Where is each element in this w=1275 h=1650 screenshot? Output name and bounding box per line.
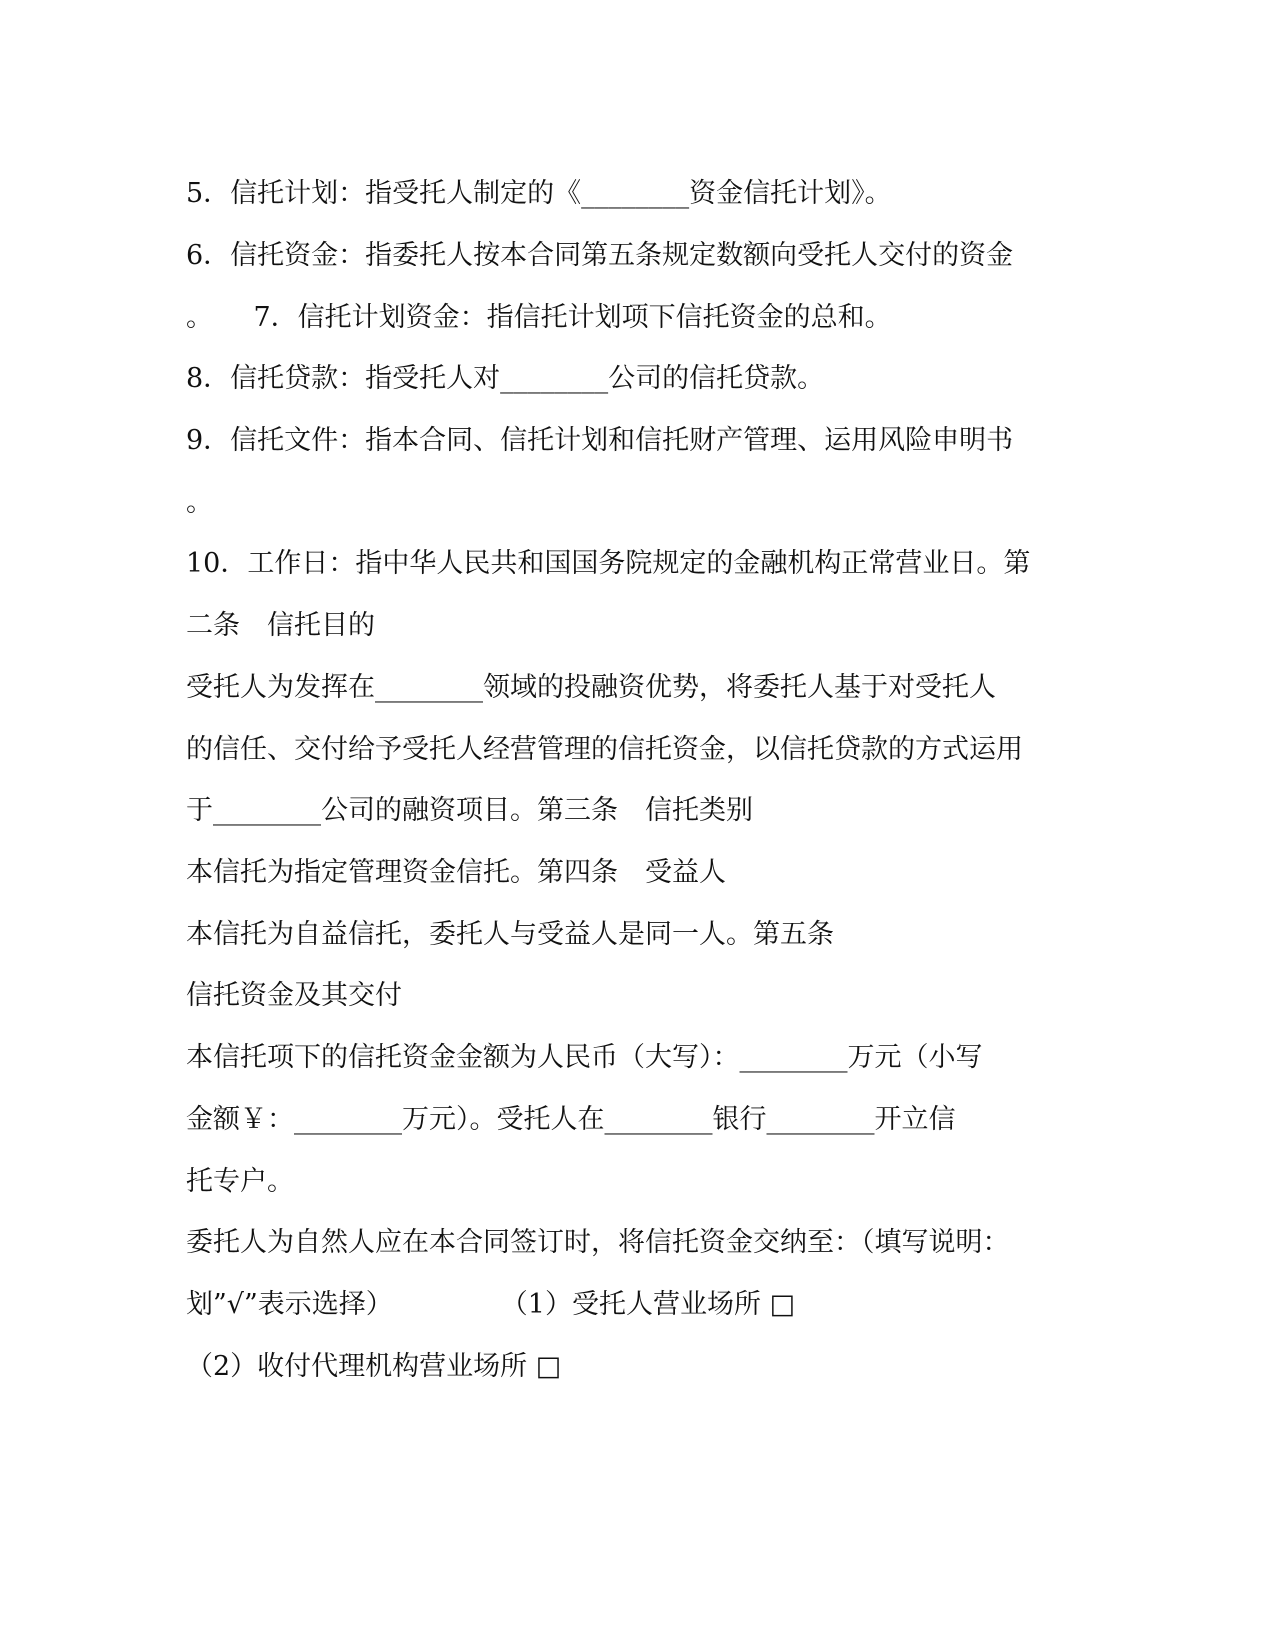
text-line: 托专户。 (186, 1166, 294, 1197)
text-line: 本信托为自益信托，委托人与受益人是同一人。第五条 (186, 919, 834, 950)
text-line: 金额￥：________万元）。受托人在________银行________开立信 (186, 1104, 956, 1135)
text-line: 9．信托文件：指本合同、信托计划和信托财产管理、运用风险申明书 (186, 425, 1014, 456)
text-line: 。 7．信托计划资金：指信托计划项下信托资金的总和。 (186, 302, 892, 333)
text-line: （2）收付代理机构营业场所 □ (186, 1351, 562, 1382)
text-line: 二条 信托目的 (186, 610, 375, 641)
text-line: 受托人为发挥在________领域的投融资优势，将委托人基于对受托人 (186, 672, 996, 703)
text-line: 6．信托资金：指委托人按本合同第五条规定数额向受托人交付的资金 (186, 240, 1014, 271)
text-line: 的信任、交付给予受托人经营管理的信托资金，以信托贷款的方式运用 (186, 734, 1023, 765)
text-line: 信托资金及其交付 (186, 980, 402, 1011)
text-line: 委托人为自然人应在本合同签订时，将信托资金交纳至：（填写说明： (186, 1227, 1010, 1258)
text-line: 划”√”表示选择） （1）受托人营业场所 □ (186, 1289, 796, 1320)
text-line: 本信托项下的信托资金金额为人民币（大写）：________万元（小写 (186, 1042, 983, 1073)
text-line: 。 (186, 487, 213, 518)
text-line: 10．工作日：指中华人民共和国国务院规定的金融机构正常营业日。第 (186, 548, 1031, 579)
text-line: 5．信托计划：指受托人制定的《________资金信托计划》。 (186, 178, 892, 209)
text-line: 于________公司的融资项目。第三条 信托类别 (186, 795, 753, 826)
text-line: 8．信托贷款：指受托人对________公司的信托贷款。 (186, 363, 825, 394)
text-line: 本信托为指定管理资金信托。第四条 受益人 (186, 857, 726, 888)
